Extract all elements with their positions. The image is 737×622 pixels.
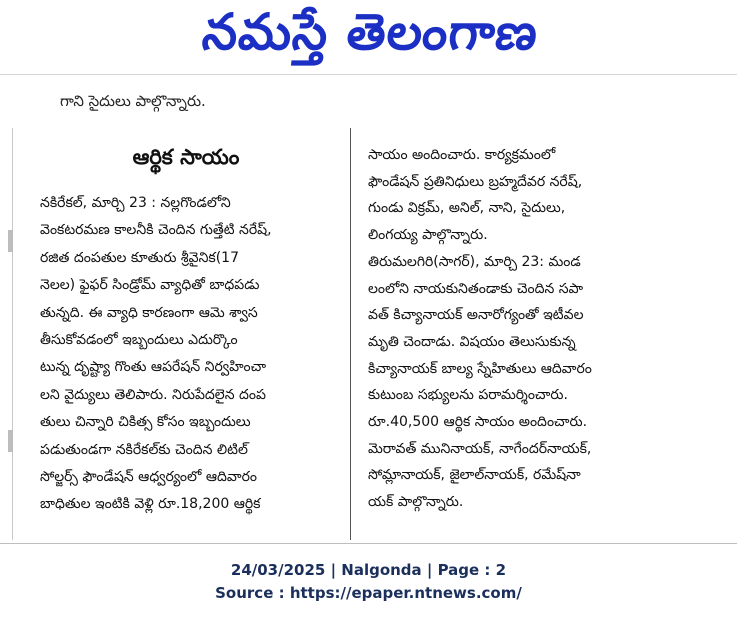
article-text-line: కిచ్యానాయక్ బాల్య స్నేహితులు ఆదివారం — [368, 360, 592, 377]
article-headline: ఆర్థిక సాయం — [132, 145, 240, 169]
left-margin-line — [12, 128, 13, 540]
article-text-line: మెరావత్ మునినాయక్, నాగేందర్‌నాయక్, — [368, 440, 592, 457]
article-text-line: తులు చిన్నారి చికిత్స కోసం ఇబ్బందులు — [40, 414, 251, 431]
masthead-divider — [0, 74, 737, 75]
previous-article-tail: గాని సైదులు పాల్గొన్నారు. — [60, 92, 206, 110]
article-text-line: రూ.40,500 ఆర్థిక సాయం అందించారు. — [368, 414, 588, 430]
article-text-line: బాధితుల ఇంటికి వెళ్లి రూ.18,200 ఆర్థిక — [40, 496, 261, 513]
article-text-line: సోమ్లానాయక్, జైలాల్‌నాయక్, రమేష్‌నా — [368, 467, 581, 484]
column-divider — [350, 128, 351, 540]
masthead-title: నమస్తే తెలంగాణ — [199, 2, 542, 61]
article-text-line: ఫౌండేషన్ ప్రతినిధులు బ్రహ్మదేవర నరేష్, — [368, 173, 583, 190]
masthead-logo — [160, 2, 580, 70]
article-text-line: టున్న దృష్ట్యా గొంతు ఆపరేషన్ నిర్వహించా — [40, 359, 267, 376]
article-text-line: నకిరేకల్, మార్చి 23 : నల్లగొండలోని — [40, 195, 231, 211]
article-text-line: నెలల) ఫైఫర్ సిండ్రోమ్ వ్యాధితో బాధపడు — [40, 277, 260, 294]
article-text-line: లంలోని నాయకునితండాకు చెందిన సపా — [368, 280, 584, 297]
article-text-line: లింగయ్య పాల్గొన్నారు. — [368, 227, 488, 244]
article-text-line: రజిత దంపతుల కూతురు శ్రీవైనిక(17 — [40, 249, 239, 266]
footer-divider — [0, 543, 737, 544]
article-text-line: లని వైద్యులు తెలిపారు. నిరుపేదలైన దంప — [40, 386, 266, 403]
margin-mark — [8, 430, 13, 452]
article-text-line: పడుతుండగా నకిరేకల్‌కు చెందిన లిటిల్ — [40, 441, 248, 458]
article-text-line: తీసుకోవడంలో ఇబ్బందులు ఎదుర్కొం — [40, 332, 238, 348]
article-text-line: గుండు విక్రమ్, అనిల్, నాని, సైదులు, — [368, 200, 566, 217]
article-text-line: వత్ కిచ్యానాయక్ అనారోగ్యంతో ఇటీవల — [368, 307, 584, 324]
article-text-line: వెంకటరమణ కాలనీకి చెందిన గుత్తేటి నరేష్, — [40, 222, 272, 239]
article-text-line: సాయం అందించారు. కార్యక్రమంలో — [368, 147, 556, 163]
margin-mark — [8, 230, 13, 252]
article-text-line: తిరుమలగిరి(సాగర్), మార్చి 23: మండ — [368, 253, 581, 270]
footer-source: Source : https://epaper.ntnews.com/ — [215, 584, 522, 602]
article-text-line: సోల్జర్స్ ఫౌండేషన్ ఆధ్వర్యంలో ఆదివారం — [40, 469, 258, 485]
article-text-line: కుటుంబ సభ్యులను పరామర్శించారు. — [368, 387, 568, 404]
article-text-line: మృతి చెందాడు. విషయం తెలుసుకున్న — [368, 333, 576, 350]
footer-meta: 24/03/2025 | Nalgonda | Page : 2 — [230, 561, 507, 579]
article-text-line: తున్నది. ఈ వ్యాధి కారణంగా ఆమె శ్వాస — [40, 304, 258, 321]
article-text-line: యక్ పాల్గొన్నారు. — [368, 494, 464, 511]
